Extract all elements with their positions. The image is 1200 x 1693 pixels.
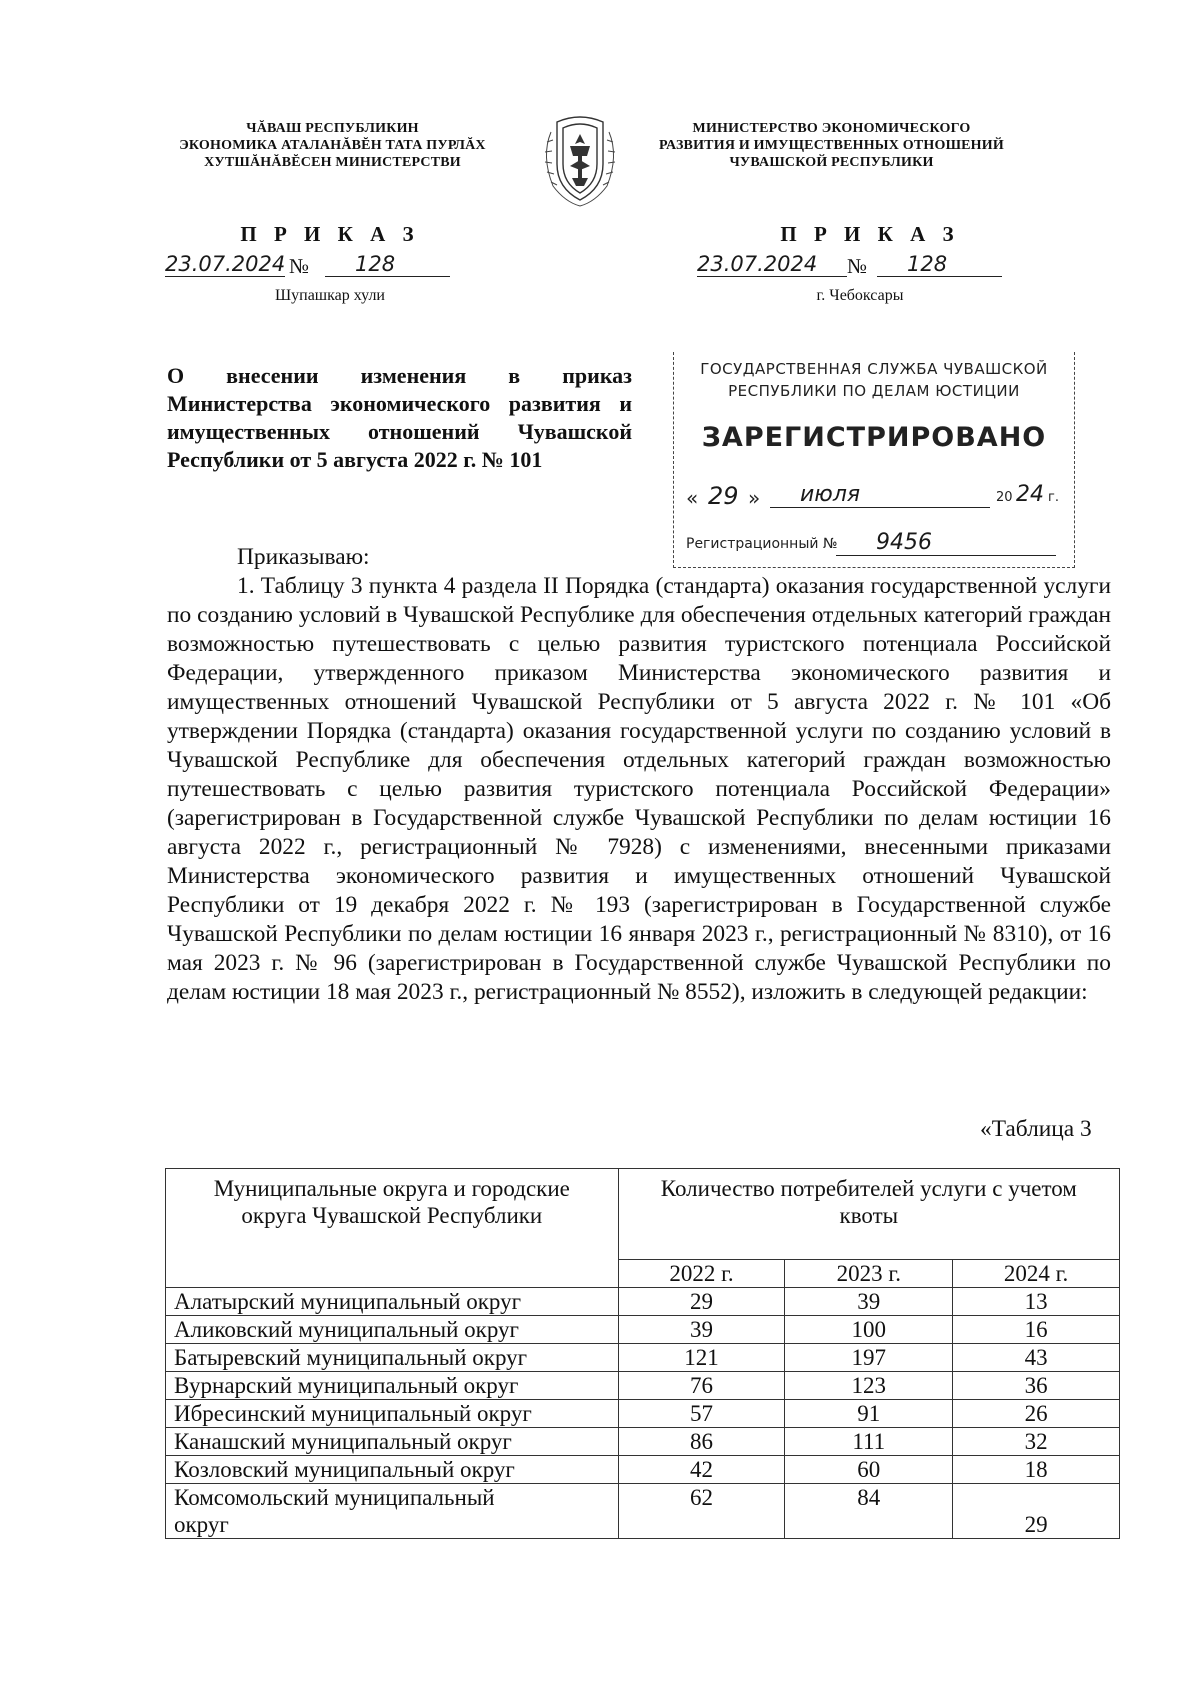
- table-cell-2022: 121: [618, 1344, 785, 1372]
- table-cell-2024: 16: [953, 1316, 1120, 1344]
- order-date-right: 23.07.2024: [697, 252, 847, 277]
- table-row: [166, 1316, 1120, 1344]
- order-date-number-right: [697, 252, 1027, 284]
- table-cell-name: Алатырский муниципальный округ: [166, 1288, 619, 1316]
- prikaz-title-left: П Р И К А З: [240, 222, 420, 246]
- stamp-reg-label: Регистрационный №: [686, 536, 838, 552]
- table-cell-2024: 13: [953, 1288, 1120, 1316]
- order-date-number-left: [165, 252, 490, 284]
- table-cell-name: Ибресинский муниципальный округ: [166, 1400, 619, 1428]
- table-row: [166, 1344, 1120, 1372]
- table-cell-2023: 39: [785, 1288, 953, 1316]
- stamp-agency-line-1: ГОСУДАРСТВЕННАЯ СЛУЖБА ЧУВАШСКОЙ: [700, 360, 1048, 378]
- table-cell-name: Козловский муниципальный округ: [166, 1456, 619, 1484]
- order-subject: О внесении изменения в приказ Министерства экономического развития и имущественных отношений Чувашской Республики от 5 августа 2022 г. № 101: [167, 363, 632, 472]
- order-date-left: 23.07.2024: [165, 252, 286, 276]
- table-cell-2022: 76: [618, 1372, 785, 1400]
- table-header-municipalities: Муниципальные округа и городские округа Чувашской Республики: [166, 1169, 619, 1288]
- quota-table: [165, 1168, 1120, 1539]
- order-body: [167, 572, 1111, 1007]
- header-right-line-2: РАЗВИТИЯ И ИМУЩЕСТВЕННЫХ ОТНОШЕНИЙ: [659, 138, 1004, 153]
- table-cell-2024: 29: [953, 1484, 1120, 1539]
- table-cell-2024: 36: [953, 1372, 1120, 1400]
- table-cell-2023: 197: [785, 1344, 953, 1372]
- table-header-year-2024: 2024 г.: [953, 1260, 1120, 1288]
- stamp-year-suffix: 24: [1016, 482, 1044, 507]
- stamp-day-close: »: [748, 486, 761, 510]
- table-cell-name: Батыревский муниципальный округ: [166, 1344, 619, 1372]
- table-row: [166, 1372, 1120, 1400]
- number-sign-left: №: [289, 254, 310, 278]
- table-cell-2022: 39: [618, 1316, 785, 1344]
- header-left-line-3: ХУТШĂНĂВĔСЕН МИНИСТЕРСТВИ: [204, 155, 461, 170]
- table-row: [166, 1456, 1120, 1484]
- stamp-agency-line-2: РЕСПУБЛИКИ ПО ДЕЛАМ ЮСТИЦИИ: [728, 382, 1020, 400]
- table-cell-2022: 42: [618, 1456, 785, 1484]
- table-cell-2024: 43: [953, 1344, 1120, 1372]
- header-left-chuvash: [150, 120, 515, 171]
- table-cell-2023: 84: [785, 1484, 953, 1539]
- table-cell-2022: 62: [618, 1484, 785, 1539]
- table-cell-2023: 91: [785, 1400, 953, 1428]
- header-right-line-3: ЧУВАШСКОЙ РЕСПУБЛИКИ: [729, 155, 934, 170]
- table-header-year-2022: 2022 г.: [618, 1260, 785, 1288]
- place-left: Шупашкар хули: [275, 287, 385, 304]
- order-paragraph-1: 1. Таблицу 3 пункта 4 раздела II Порядка (стандарта) оказания государственной услуги по созданию условий в Чувашской Республике для обеспечения отдельных категорий граждан возможностью путешествовать с целью развития туристского потенциала Российской Федерации, утвержденного приказом Министерства экономического развития и имущественных отношений Чувашской Республики от 5 августа 2022 г. № 101 «Об утверждении Порядка (стандарта) оказания государственной услуги по созданию условий в Чувашской Республике для обеспечения отдельных категорий граждан возможностью путешествовать с целью развития туристского потенциала Российской Федерации» (зарегистрирован в Государственной службе Чувашской Республики по делам юстиции 16 августа 2022 г., регистрационный № 7928) с изменениями, внесенными приказами Министерства экономического развития и имущественных отношений Чувашской Республики от 19 декабря 2022 г. № 193 (зарегистрирован в Государственной службе Чувашской Республики по делам юстиции 16 января 2023 г., регистрационный № 8310), от 16 мая 2023 г. № 96 (зарегистрирован в Государственной службе Чувашской Республики по делам юстиции 18 мая 2023 г., регистрационный № 8552), изложить в следующей редакции:: [167, 573, 1111, 1005]
- stamp-month: июля: [770, 482, 990, 508]
- table-cell-name: Канашский муниципальный округ: [166, 1428, 619, 1456]
- table-header-quota: Количество потребителей услуги с учетом квоты: [618, 1169, 1119, 1260]
- table-row: [166, 1400, 1120, 1428]
- order-number-left: 128: [325, 252, 450, 277]
- table-header-year-2023: 2023 г.: [785, 1260, 953, 1288]
- table-cell-name: Вурнарский муниципальный округ: [166, 1372, 619, 1400]
- registration-stamp: [673, 352, 1075, 568]
- table-cell-name: Комсомольский муниципальный округ: [166, 1484, 619, 1539]
- order-word: Приказываю:: [237, 544, 370, 570]
- coat-of-arms-emblem: [537, 112, 623, 208]
- table-caption: «Таблица 3: [980, 1116, 1092, 1142]
- stamp-date-open: «: [686, 486, 699, 510]
- stamp-reg-line: [686, 530, 1066, 560]
- table-cell-2022: 86: [618, 1428, 785, 1456]
- stamp-day: 29: [708, 482, 739, 510]
- table-cell-2022: 57: [618, 1400, 785, 1428]
- table-cell-2023: 111: [785, 1428, 953, 1456]
- table-row: [166, 1428, 1120, 1456]
- header-right-line-1: МИНИСТЕРСТВО ЭКОНОМИЧЕСКОГО: [692, 121, 971, 136]
- table-cell-2024: 18: [953, 1456, 1120, 1484]
- prikaz-title-right: П Р И К А З: [780, 222, 960, 246]
- number-sign-right: №: [847, 254, 868, 278]
- stamp-date-line: [686, 482, 1066, 512]
- table-header-row: [166, 1169, 1120, 1260]
- stamp-registered-title: ЗАРЕГИСТРИРОВАНО: [701, 422, 1047, 453]
- table-cell-2023: 60: [785, 1456, 953, 1484]
- table-cell-2023: 100: [785, 1316, 953, 1344]
- table-cell-2024: 32: [953, 1428, 1120, 1456]
- table-row: [166, 1484, 1120, 1539]
- order-number-right: 128: [877, 252, 1002, 277]
- header-right-russian: [634, 120, 1029, 171]
- header-left-line-2: ЭКОНОМИКА АТАЛАНĂВĔН ТАТА ПУРЛĂХ: [179, 138, 486, 153]
- table-cell-2022: 29: [618, 1288, 785, 1316]
- place-right: г. Чебоксары: [816, 287, 904, 304]
- stamp-year-prefix: 20: [996, 490, 1013, 505]
- header-left-line-1: ЧĂВАШ РЕСПУБЛИКИН: [246, 121, 419, 136]
- table-cell-2024: 26: [953, 1400, 1120, 1428]
- table-cell-name: Аликовский муниципальный округ: [166, 1316, 619, 1344]
- stamp-year-unit: г.: [1048, 490, 1059, 505]
- table-row: [166, 1288, 1120, 1316]
- stamp-reg-number: 9456: [836, 530, 1056, 556]
- table-cell-2023: 123: [785, 1372, 953, 1400]
